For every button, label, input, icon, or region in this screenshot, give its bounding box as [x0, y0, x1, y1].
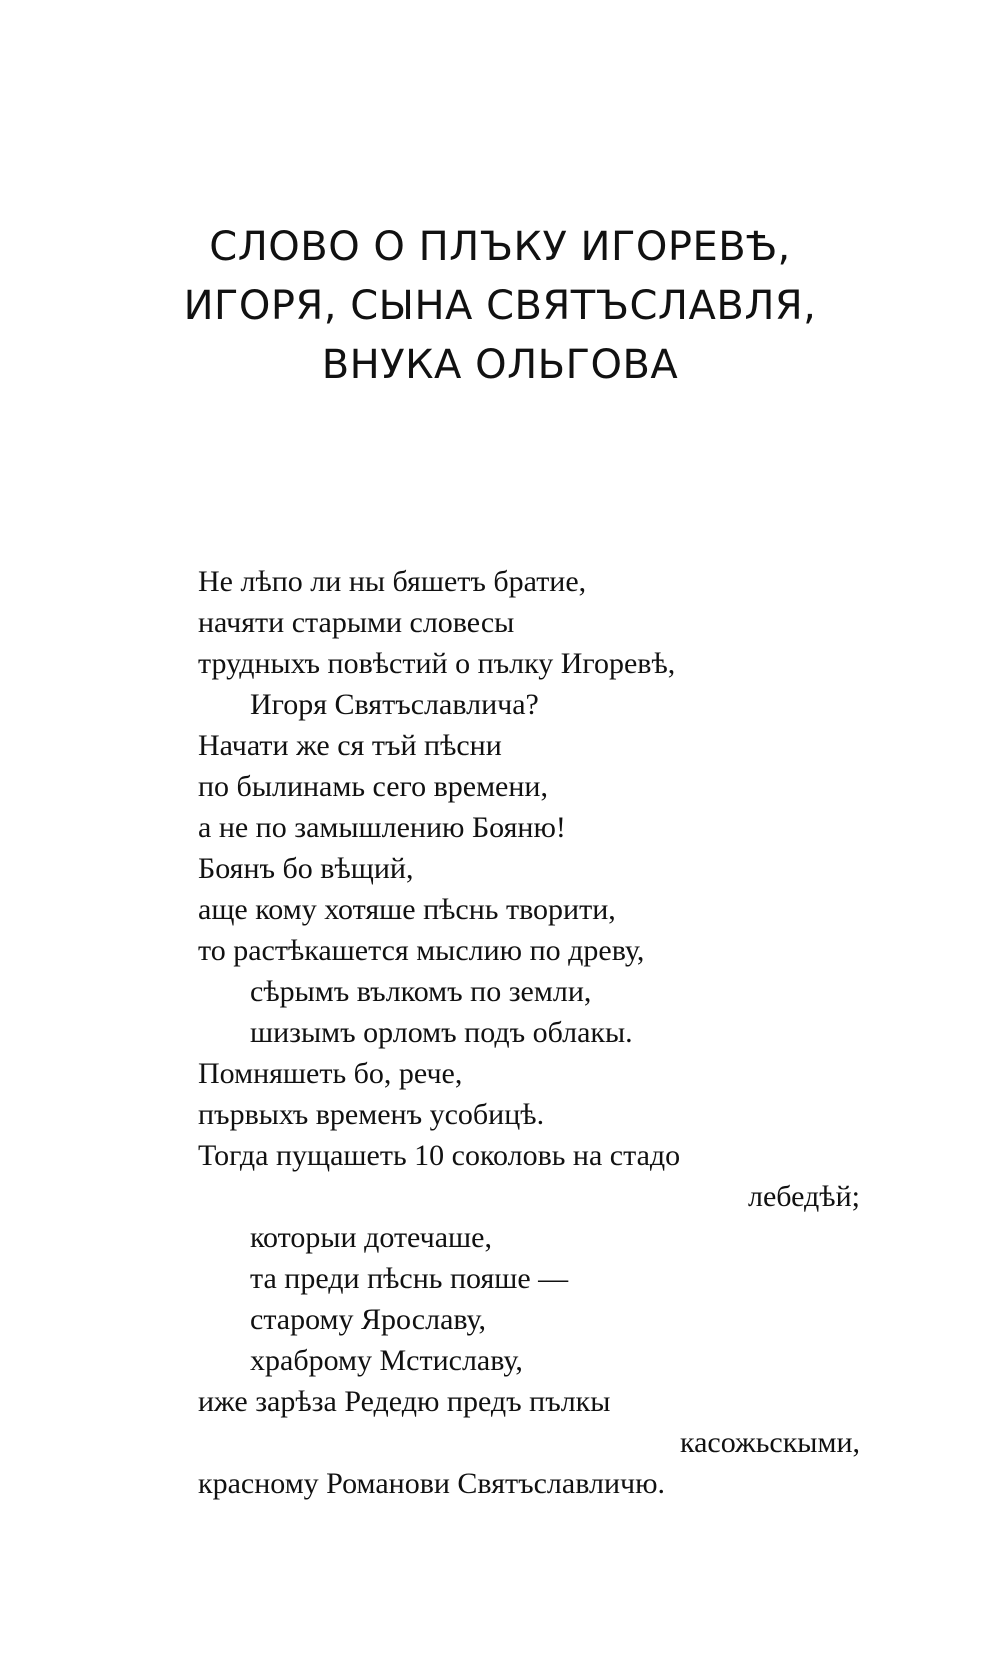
poem-line-continuation: лебедѣй; — [747, 1180, 860, 1213]
poem-line: първыхъ временъ усобицѣ. — [198, 1098, 545, 1131]
poem-line: аще кому хотяше пѣснь творити, — [198, 893, 616, 926]
poem-line: а не по замышлению Бояню! — [198, 811, 566, 844]
poem-text — [198, 561, 860, 1504]
poem-line: то растѣкашется мыслию по древу, — [198, 934, 645, 967]
poem-line: Начати же ся тъй пѣсни — [198, 729, 502, 762]
poem-line: по былинамь сего времени, — [198, 770, 548, 803]
page-title — [0, 218, 1000, 395]
poem-line-indented: Игоря Святъславлича? — [250, 688, 539, 721]
poem-line-indented: старому Ярославу, — [250, 1303, 487, 1336]
poem-line-indented: храброму Мстиславу, — [250, 1344, 523, 1377]
poem-line-indented: сѣрымъ вълкомъ по земли, — [250, 975, 592, 1008]
poem-line: трудныхъ повѣстий о пълку Игоревѣ, — [198, 647, 676, 680]
poem-line-continuation: касожьскыми, — [680, 1426, 860, 1459]
poem-line: Помняшеть бо, рече, — [198, 1057, 463, 1090]
poem-line: красному Романови Святъславличю. — [198, 1467, 666, 1500]
poem-line: Не лѣпо ли ны бяшетъ братие, — [198, 565, 587, 598]
poem-line: Боянъ бо вѣщий, — [198, 852, 414, 885]
poem-line-indented: та преди пѣснь пояше — — [250, 1262, 569, 1295]
title-line: ВНУКА ОЛЬГОВА — [321, 342, 679, 388]
title-line: ИГОРЯ, СЫНА СВЯТЪСЛАВЛЯ, — [183, 283, 817, 329]
poem-line-indented: которыи дотечаше, — [250, 1221, 492, 1254]
poem-line: Тогда пущашеть 10 соколовь на стадо — [198, 1139, 681, 1172]
title-line: СЛОВО О ПЛЪКУ ИГОРЕВѢ, — [209, 224, 791, 270]
poem-line: иже зарѣза Редедю предъ пълкы — [198, 1385, 611, 1418]
poem-line-indented: шизымъ орломъ подъ облакы. — [250, 1016, 633, 1049]
poem-line: начяти старыми словесы — [198, 606, 515, 639]
